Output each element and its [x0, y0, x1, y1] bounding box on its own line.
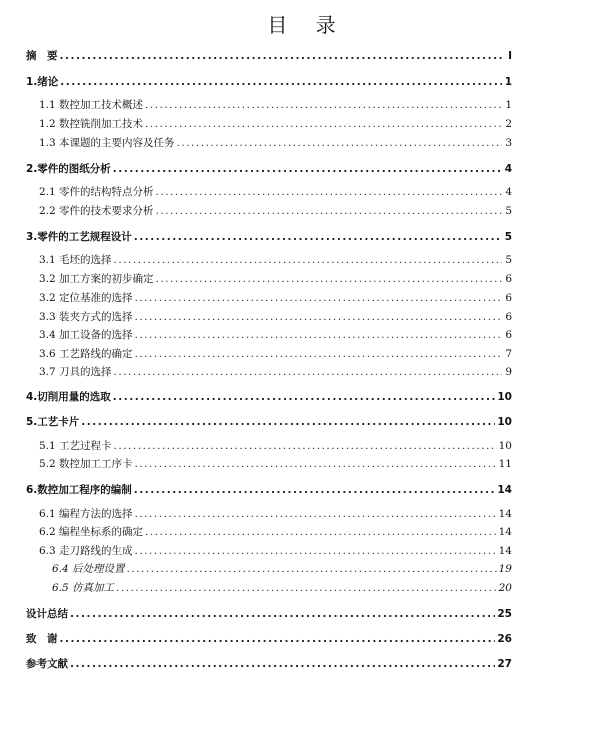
toc-entry-label: 2.1 零件的结构特点分析 [39, 186, 154, 198]
toc-entry-page: 14 [497, 484, 512, 496]
toc-entry-label: 3.7 刀具的选择 [39, 366, 112, 378]
toc-entry-label: 6.1 编程方法的选择 [39, 508, 133, 520]
toc-entry-2-2[interactable] [39, 203, 512, 219]
toc-entry-page: 11 [498, 458, 512, 470]
toc-entry-thanks[interactable] [26, 631, 512, 647]
toc-entry-page: 1 [504, 76, 512, 88]
toc-entry-page: 14 [498, 545, 512, 557]
toc-entry-page: 10 [498, 440, 512, 452]
leader-dots [145, 116, 502, 132]
toc-entry-label: 6.4 后处理设置 [52, 563, 125, 575]
toc-entry-3-2b[interactable] [39, 290, 512, 306]
leader-dots [60, 631, 496, 647]
leader-dots [177, 135, 502, 151]
toc-entry-1-1[interactable] [39, 97, 512, 113]
toc-entry-label: 3.3 装夹方式的选择 [39, 311, 133, 323]
toc-entry-label: 参考文献 [26, 658, 68, 670]
toc-entry-label: 3.2 定位基准的选择 [39, 292, 133, 304]
toc-entry-page: 5 [505, 254, 512, 266]
toc-entry-label: 2.零件的图纸分析 [26, 163, 111, 175]
leader-dots [134, 482, 496, 498]
toc-entry-6-5[interactable] [52, 580, 512, 596]
toc-entry-label: 摘 要 [26, 50, 58, 62]
toc-entry-page: 6 [505, 292, 512, 304]
leader-dots [70, 656, 495, 672]
leader-dots [156, 203, 502, 219]
leader-dots [113, 161, 502, 177]
toc-entry-page: 10 [497, 416, 512, 428]
toc-entry-label: 6.3 走刀路线的生成 [39, 545, 133, 557]
toc-entry-label: 致 谢 [26, 633, 58, 645]
leader-dots [156, 184, 502, 200]
toc-entry-page: 6 [505, 273, 512, 285]
leader-dots [60, 48, 503, 64]
toc-entry-ch5[interactable] [26, 414, 512, 430]
toc-entry-summary[interactable] [26, 606, 512, 622]
toc-entry-page: 5 [504, 231, 512, 243]
toc-entry-label: 6.2 编程坐标系的确定 [39, 526, 144, 538]
toc-entry-3-2a[interactable] [39, 271, 512, 287]
toc-entry-label: 3.4 加工设备的选择 [39, 329, 133, 341]
toc-entry-page: 25 [497, 608, 512, 620]
toc-entry-label: 5.1 工艺过程卡 [39, 440, 112, 452]
toc-entry-page: 4 [504, 163, 512, 175]
toc-entry-3-4[interactable] [39, 327, 512, 343]
toc-entry-page: 5 [505, 205, 512, 217]
toc-entry-label: 2.2 零件的技术要求分析 [39, 205, 154, 217]
leader-dots [135, 327, 502, 343]
toc-entry-page: 6 [505, 329, 512, 341]
toc-entry-2-1[interactable] [39, 184, 512, 200]
toc-entry-3-6[interactable] [39, 346, 512, 362]
leader-dots [135, 543, 497, 559]
toc-entry-page: 9 [505, 366, 512, 378]
toc-entry-6-1[interactable] [39, 506, 512, 522]
toc-entry-label: 1.绪论 [26, 76, 59, 88]
leader-dots [60, 74, 502, 90]
leader-dots [145, 524, 497, 540]
toc-entry-6-2[interactable] [39, 524, 512, 540]
leader-dots [135, 309, 502, 325]
toc-entry-6-3[interactable] [39, 543, 512, 559]
leader-dots [81, 414, 495, 430]
leader-dots [113, 389, 496, 405]
toc-entry-page: 1 [505, 99, 512, 111]
leader-dots [114, 438, 497, 454]
toc-entry-label: 设计总结 [26, 608, 68, 620]
leader-dots [156, 271, 502, 287]
toc-entry-1-3[interactable] [39, 135, 512, 151]
leader-dots [135, 506, 497, 522]
toc-entry-ch6[interactable] [26, 482, 512, 498]
toc-entry-label: 3.1 毛坯的选择 [39, 254, 112, 266]
leader-dots [135, 456, 497, 472]
leader-dots [70, 606, 495, 622]
toc-entry-page: 20 [498, 582, 512, 594]
toc-entry-page: 27 [497, 658, 512, 670]
toc-entry-label: 1.3 本课题的主要内容及任务 [39, 137, 175, 149]
toc-entry-ch2[interactable] [26, 161, 512, 177]
toc-entry-ch1[interactable] [26, 74, 512, 90]
toc-entry-label: 4.切削用量的选取 [26, 391, 111, 403]
toc-entry-page: 14 [498, 526, 512, 538]
leader-dots [135, 290, 502, 306]
toc-entry-ch4[interactable] [26, 389, 512, 405]
toc-entry-1-2[interactable] [39, 116, 512, 132]
leader-dots [135, 346, 502, 362]
toc-entry-5-2[interactable] [39, 456, 512, 472]
leader-dots [127, 561, 497, 577]
toc-title: 目 录 [267, 13, 347, 37]
toc-entry-page: 4 [505, 186, 512, 198]
toc-entry-label: 3.6 工艺路线的确定 [39, 348, 133, 360]
toc-entry-label: 3.2 加工方案的初步确定 [39, 273, 154, 285]
toc-entry-page: 2 [505, 118, 512, 130]
toc-entry-label: 3.零件的工艺规程设计 [26, 231, 132, 243]
toc-entry-references[interactable] [26, 656, 512, 672]
leader-dots [116, 580, 497, 596]
toc-entry-label: 5.2 数控加工工序卡 [39, 458, 133, 470]
toc-entry-label: 5.工艺卡片 [26, 416, 80, 428]
toc-entry-page: 7 [505, 348, 512, 360]
toc-entry-3-1[interactable] [39, 252, 512, 268]
toc-entry-ch3[interactable] [26, 229, 512, 245]
toc-entry-page: 26 [497, 633, 512, 645]
leader-dots [134, 229, 502, 245]
toc-entry-label: 6.5 仿真加工 [52, 582, 115, 594]
toc-entry-6-4[interactable] [52, 561, 512, 577]
toc-entry-5-1[interactable] [39, 438, 512, 454]
toc-entry-3-7[interactable] [39, 364, 512, 380]
toc-entry-page: 3 [505, 137, 512, 149]
toc-entry-label: 6.数控加工程序的编制 [26, 484, 132, 496]
toc-entry-3-3[interactable] [39, 309, 512, 325]
leader-dots [145, 97, 502, 113]
toc-entry-label: 1.2 数控铣削加工技术 [39, 118, 144, 130]
toc-entry-page: 14 [498, 508, 512, 520]
toc-entry-page: 19 [498, 563, 512, 575]
toc-entry-page: 10 [497, 391, 512, 403]
toc-entry-abstract[interactable] [26, 48, 512, 64]
toc-entry-page: I [508, 50, 512, 62]
toc-entry-label: 1.1 数控加工技术概述 [39, 99, 144, 111]
toc-entry-page: 6 [505, 311, 512, 323]
leader-dots [114, 252, 502, 268]
leader-dots [114, 364, 502, 380]
